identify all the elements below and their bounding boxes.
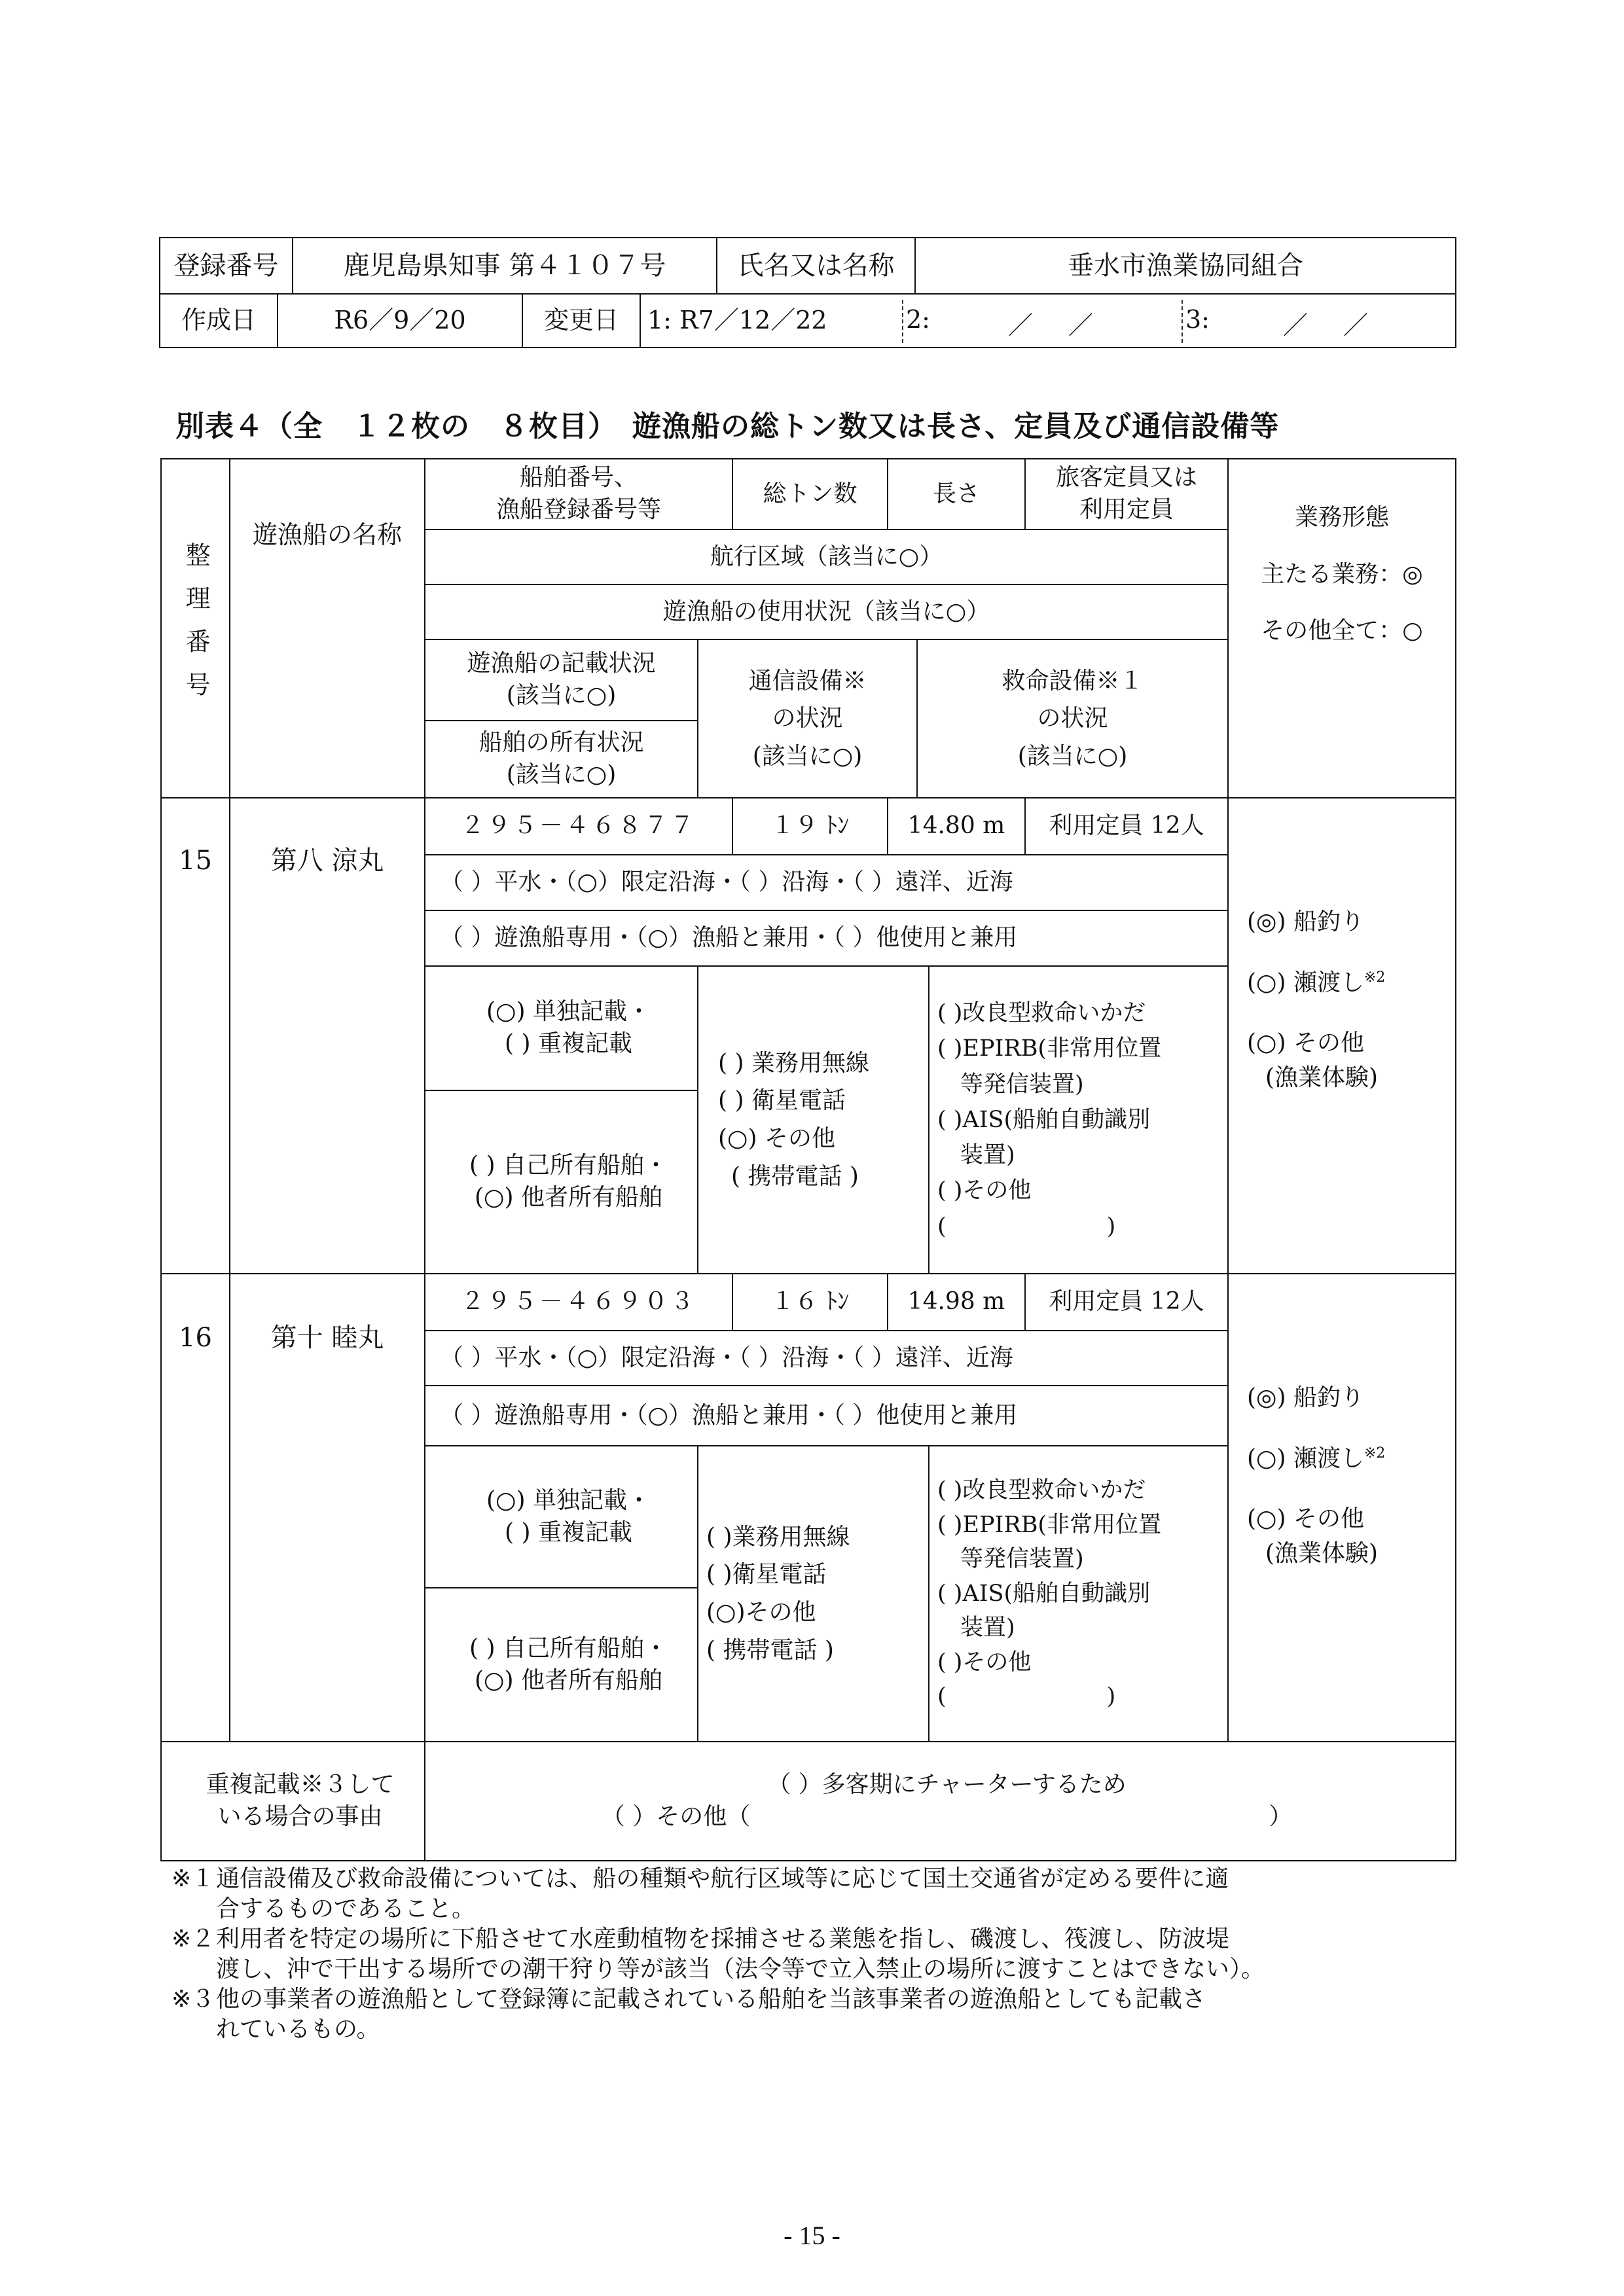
record-length: 14.80 m [887, 797, 1026, 855]
change-1: 1: R7／12／22 [640, 293, 1456, 348]
record-ownership: ( ) 自己所有船舶・ (○) 他者所有船舶 [424, 1090, 698, 1274]
footnote-continued: れているもの。 [216, 2016, 380, 2043]
record-ship-no: ２９５－４６９０３ [424, 1273, 733, 1331]
name-value: 垂水市漁業協同組合 [914, 237, 1456, 295]
header-capacity: 旅客定員又は 利用定員 [1024, 458, 1229, 530]
duplicate-reason-options: （ ）多客期にチャーターするため （ ）その他（ ） [424, 1741, 1456, 1861]
footnote: ※１通信設備及び救命設備については、船の種類や航行区域等に応じて国土交通省が定める要件に適 [171, 1865, 1229, 1892]
header-ship-no: 船舶番号、 漁船登録番号等 [424, 458, 733, 530]
footnotes [171, 1864, 1265, 2045]
record-usage: （ ）遊漁船専用・（○）漁船と兼用・（ ）他使用と兼用 [424, 1385, 1229, 1446]
page-title: 別表４（全 １２枚の ８枚目） 遊漁船の総トン数又は長さ、定員及び通信設備等 [175, 410, 1280, 443]
changed-label: 変更日 [522, 293, 641, 348]
change-2-divider [902, 300, 903, 343]
header-comm-equipment: 通信設備※ の状況 (該当に○) [697, 639, 918, 798]
record-boat-name: 第八 涼丸 [229, 797, 425, 1274]
reg-no-label: 登録番号 [159, 237, 293, 295]
header-business-type: 業務形態 主たる業務：◎ その他全て：○ [1227, 458, 1456, 798]
header-record-status: 遊漁船の記載状況 (該当に○) [424, 639, 698, 721]
record-usage: （ ）遊漁船専用・（○）漁船と兼用・（ ）他使用と兼用 [424, 910, 1229, 967]
header-navigation-area: 航行区域（該当に○） [424, 529, 1229, 585]
created-label: 作成日 [159, 293, 278, 348]
change-3-prefix: 3: [1185, 305, 1210, 334]
record-rescue: ( )改良型救命いかだ ( )EPIRB(非常用位置 等発信装置) ( )AIS(船舶自動識別 装置) ( )その他 ( ) [928, 1445, 1229, 1742]
record-tonnage: １９ ﾄﾝ [732, 797, 888, 855]
page-number: - 15 - [784, 2221, 840, 2250]
record-seq: 16 [160, 1273, 230, 1742]
name-label: 氏名又は名称 [716, 237, 916, 295]
change-3-divider [1182, 300, 1183, 343]
header-tonnage: 総トン数 [732, 458, 888, 530]
change-2-value: ／ ／ [1008, 311, 1099, 340]
record-ship-no: ２９５－４６８７７ [424, 797, 733, 855]
record-comm: ( ) 業務用無線 ( ) 衛星電話 (○) その他 ( 携帯電話 ) [697, 965, 929, 1274]
header-seq-no: 整理番号 [160, 458, 230, 798]
record-seq: 15 [160, 797, 230, 1274]
record-comm: ( )業務用無線 ( )衛星電話 (○)その他 ( 携帯電話 ) [697, 1445, 929, 1742]
record-boat-name: 第十 睦丸 [229, 1273, 425, 1742]
record-navigation: （ ）平水・（○）限定沿海・（ ）沿海・（ ）遠洋、近海 [424, 1330, 1229, 1386]
header-boat-name: 遊漁船の名称 [229, 458, 425, 798]
footnote-continued: 合するものであること。 [216, 1895, 476, 1922]
header-rescue-equipment: 救命設備※１ の状況 (該当に○) [916, 639, 1229, 798]
change-3-value: ／ ／ [1283, 311, 1374, 340]
record-length: 14.98 m [887, 1273, 1026, 1331]
record-business: (◎) 船釣り (○) 瀬渡し$^{※2}$ (○) その他 (漁業体験) [1227, 1273, 1456, 1742]
footnote-continued: 渡し、沖で干出する場所での潮干狩り等が該当（法令等で立入禁止の場所に渡すことはできない）。 [216, 1956, 1265, 1982]
footnote: ※２利用者を特定の場所に下船させて水産動植物を採捕させる業態を指し、磯渡し、筏渡し、防波堤 [171, 1926, 1230, 1952]
record-capacity: 利用定員 12人 [1024, 797, 1229, 855]
record-tonnage: １６ ﾄﾝ [732, 1273, 888, 1331]
duplicate-reason-label: 重複記載※３して いる場合の事由 [160, 1741, 425, 1861]
change-2-prefix: 2: [906, 305, 930, 334]
header-usage-status: 遊漁船の使用状況（該当に○） [424, 584, 1229, 640]
header-ownership: 船舶の所有状況 (該当に○) [424, 720, 698, 798]
record-ownership: ( ) 自己所有船舶・ (○) 他者所有船舶 [424, 1587, 698, 1742]
footnote: ※３他の事業者の遊漁船として登録簿に記載されている船舶を当該事業者の遊漁船としても記載さ [171, 1986, 1206, 2013]
header-length: 長さ [887, 458, 1026, 530]
reg-no-value: 鹿児島県知事 第４１０７号 [292, 237, 717, 295]
record-status: (○) 単独記載・ ( ) 重複記載 [424, 965, 698, 1091]
created-value: R6／9／20 [277, 293, 523, 348]
record-capacity: 利用定員 12人 [1024, 1273, 1229, 1331]
record-status: (○) 単独記載・ ( ) 重複記載 [424, 1445, 698, 1588]
record-business: (◎) 船釣り (○) 瀬渡し$^{※2}$ (○) その他 (漁業体験) [1227, 797, 1456, 1274]
record-navigation: （ ）平水・（○）限定沿海・（ ）沿海・（ ）遠洋、近海 [424, 854, 1229, 911]
record-rescue: ( )改良型救命いかだ ( )EPIRB(非常用位置 等発信装置) ( )AIS(船舶自動識別 装置) ( )その他 ( ) [928, 965, 1229, 1274]
